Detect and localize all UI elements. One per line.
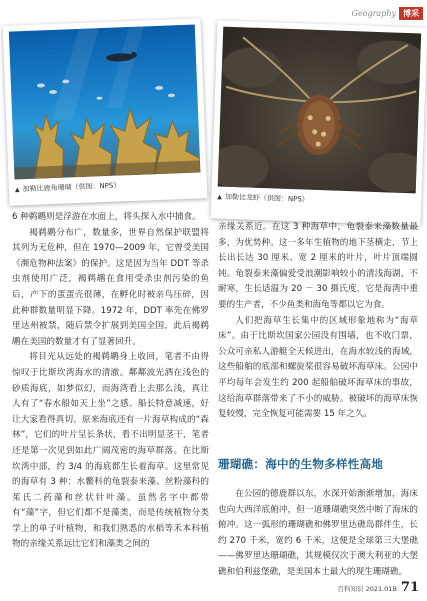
coral-reef-image bbox=[9, 24, 201, 179]
paragraph: 人们把海草生长集中的区域形象地称为“海草床”。由于比斯坎国家公园没有围墙，也不收门票，公众可亲私人游艇全天候进出，在海水较浅的海域，这些船舶的底部和螺旋桨很容易破坏海草床。公园中平均每年会发生约 200 起船舶破坏海草床的事故，这给海草群落带来了不小的威胁。被破坏的海草床恢复较慢，完全恢复可能需要 15 年之久。 bbox=[218, 315, 418, 420]
caption-text: 加勒比龙虾（供图：NPS） bbox=[224, 192, 309, 204]
paragraph: 褐鹈鹕分布广，数量多，世界自然保护联盟将其列为无危种，但在 1970—2009 年，它曾受美国《濒危物种法案》的保护。这是因为当年 DDT 等杀虫剂使用广泛，褐鹈鹕在食用受杀虫剂污染的鱼后，产下的蛋蛋壳很薄，在孵化时被亲鸟压碎，因此种群数量明显下降。1972 年，DDT 率先在佛罗里达州被禁，随后禁令扩展到美国全国，此后褐鹈鹕在美国的数量才有了显著回升。 bbox=[12, 227, 209, 347]
page-header bbox=[352, 6, 423, 20]
lobster-image bbox=[218, 27, 421, 194]
section-label: Geography bbox=[351, 8, 396, 18]
triangle-icon: ▲ bbox=[217, 193, 223, 201]
paragraph: 将目光从远处的褐鹈鹕身上收回，笔者不由得惊叹于比斯坎湾海水的清澈。鄰鄰波光洒在浅色的砂质海底，如梦似幻，而海湾看上去那么浅，真让人有了“春水船如天上坐”之感。船长特意减速，好让大家看得真切。原来海底还有一片海草构成的“森林”，它们的叶片呈长条状，看不出明显茎干，笔者还是第一次见到如此广阔茂密的海草群落。在比斯坎湾中部，约 3/4 的海底都生长着海草。这里常见的海草有 3 种：水鳖科的龟裂泰来藻、丝粉藻科的茱氏二药藻和丝状针叶藻。虽然名字中都带有“藻”字，但它们都不是藻类，而是传统植物分类学上的单子叶植物，和我们熟悉的水稻等禾本科植物的亲缘关系远比它们和藻类之间的 bbox=[12, 352, 209, 550]
left-column bbox=[12, 210, 209, 553]
caption-text: 加勒比鹿角珊瑚（供图：NPS） bbox=[22, 181, 121, 194]
triangle-icon: ▲ bbox=[14, 185, 20, 194]
photo-coral bbox=[3, 18, 208, 205]
page-number: 71 bbox=[400, 580, 419, 595]
paragraph: 6 种鹈鹕则是浮游在水面上，将头探入水中捕食。 bbox=[12, 212, 201, 222]
right-column bbox=[218, 220, 418, 423]
paragraph: 在公园的德鹿群以东，水深开始渐渐增加，海床也向大西洋底俯冲，但一道珊瑚礁突然中断了海床的俯冲。这一弧形的珊瑚礁和佛罗里达礁岛群伴生，长约 270 千米，宽约 6 千米，这便是全球第三大堡礁——佛罗里达珊瑚礁，其规模仅次于澳大利亚的大堡礁和伯利兹堡礁，是美国本土最大的现生珊瑚礁。 bbox=[218, 489, 418, 577]
section-badge: 博采 bbox=[399, 7, 423, 20]
section-body bbox=[218, 487, 418, 581]
page-footer bbox=[338, 580, 420, 595]
section-heading: 珊瑚礁：海中的生物多样性高地 bbox=[218, 457, 384, 471]
photo-caption bbox=[15, 178, 201, 194]
publication-label: 百科知识 2021.01B bbox=[337, 585, 397, 593]
photo-lobster bbox=[211, 20, 427, 225]
photo-caption bbox=[217, 193, 415, 208]
paragraph: 亲缘关系近。在这 3 种海草中，龟裂泰来藻数量最多，为优势种。这一多年生植物的地下茎横走，节上长出长达 30 厘米、宽 2 厘米的叶片，叶片顶端圆钝。龟裂泰来藻偏爱受浪潮影响较小的清浅海湖，不耐寒，生长适温为 20 － 30 摄氏度，它是海湾中重要的生产者，不少鱼类和海龟等都以它为食。 bbox=[218, 222, 418, 310]
